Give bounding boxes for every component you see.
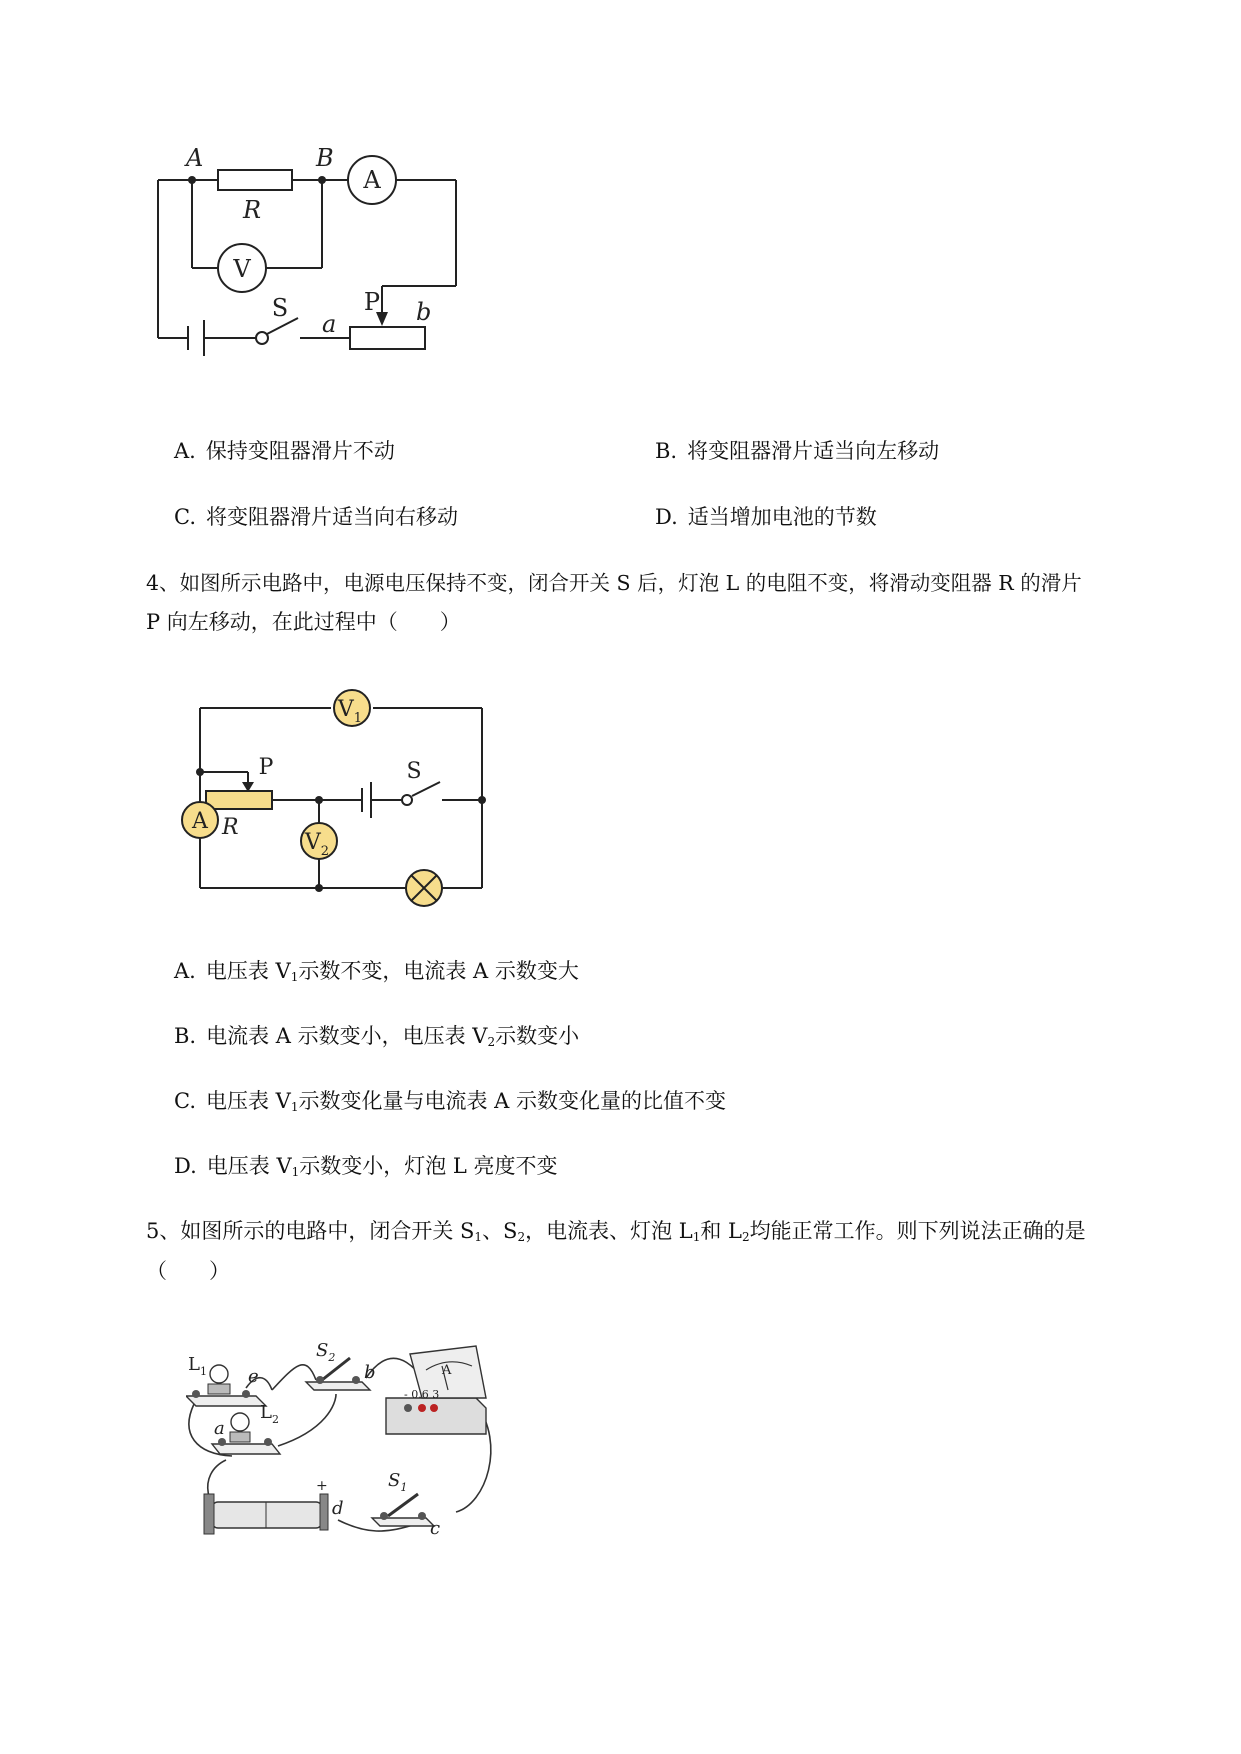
q4-option-a [174, 956, 579, 992]
point-e-label: e [248, 1366, 259, 1387]
point-c-label: c [430, 1518, 441, 1539]
q4-option-d [174, 1151, 558, 1187]
option-subscript: 1 [290, 970, 299, 984]
q5-stem-line1 [146, 1216, 1086, 1252]
slider-label: P [363, 288, 381, 316]
option-subscript: 2 [487, 1035, 496, 1049]
q5-stem-line2: （ ） [146, 1259, 230, 1283]
stem-subscript: 2 [741, 1230, 750, 1244]
option-key: C. [174, 1089, 196, 1113]
option-key: D. [174, 1154, 197, 1178]
voltmeter-label: V [233, 255, 251, 283]
stem-subscript: 1 [692, 1230, 701, 1244]
option-text: 示数变小，灯泡 L 亮度不变 [299, 1154, 558, 1178]
option-key: D. [655, 505, 678, 529]
q3-option-c [174, 502, 458, 532]
stem-text: 均能正常工作。则下列说法正确的是 [749, 1219, 1086, 1243]
l1-label: $L_1$ [188, 1354, 207, 1378]
stem-text: ，电流表、灯泡 L [525, 1219, 693, 1243]
stem-subscript: 2 [517, 1230, 526, 1244]
option-subscript: 1 [291, 1165, 300, 1179]
q3-option-b [655, 436, 939, 466]
option-text: 电压表 V [206, 1089, 291, 1113]
ammeter-label: A [192, 809, 208, 834]
terminal-a-label: a [322, 310, 337, 338]
point-d-label: d [332, 1498, 344, 1519]
option-text: 电流表 A 示数变小，电压表 V [206, 1024, 488, 1048]
stem-text: 和 L [700, 1219, 742, 1243]
v2-meter-label: $V_2$ [304, 830, 330, 859]
option-key: B. [174, 1024, 197, 1048]
slider-p-label: P [258, 755, 274, 780]
ammeter-face-label: A [442, 1363, 452, 1378]
ammeter-label: A [363, 166, 381, 194]
node-a-label: A [186, 144, 204, 172]
option-key: A. [174, 959, 196, 983]
option-text: 保持变阻器滑片不动 [205, 439, 395, 463]
option-text: 将变阻器滑片适当向右移动 [206, 505, 458, 529]
stem-subscript: 1 [474, 1230, 483, 1244]
point-b-label: b [364, 1362, 376, 1383]
option-text: 适当增加电池的节数 [687, 505, 877, 529]
option-text: 示数变化量与电流表 A 示数变化量的比值不变 [298, 1089, 726, 1113]
switch-label: S [271, 294, 289, 322]
q4-option-c [174, 1086, 726, 1122]
resistor-label: R [243, 196, 262, 224]
switch-s-label: S [406, 759, 422, 784]
option-subscript: 1 [290, 1100, 299, 1114]
s1-label: $S_1$ [388, 1470, 408, 1494]
node-b-label: B [316, 144, 334, 172]
option-text: 电压表 V [206, 1154, 292, 1178]
point-a-label: a [214, 1418, 225, 1439]
q4-stem-line1: 4、如图所示电路中，电源电压保持不变，闭合开关 S 后，灯泡 L 的电阻不变，将滑动变阻器 R 的滑片 [146, 571, 1082, 595]
ammeter-scale-label: - 0.6 3 [404, 1388, 440, 1401]
terminal-b-label: b [416, 298, 432, 326]
rheostat-r-label: R [222, 815, 239, 840]
q3-option-d [655, 502, 877, 532]
option-key: A. [174, 439, 196, 463]
l2-label: $L_2$ [260, 1402, 279, 1426]
physical-circuit-figure-q5 [186, 1334, 536, 1564]
option-text: 示数变小 [495, 1024, 580, 1048]
q4-option-b [174, 1021, 579, 1057]
stem-text: 、S [482, 1219, 518, 1243]
v1-meter-label: $V_1$ [337, 697, 363, 726]
option-key: C. [174, 505, 196, 529]
circuit-figure-q4 [176, 682, 506, 922]
q4-stem-line2: P 向左移动，在此过程中（ ） [146, 610, 461, 634]
circuit-figure-q3 [150, 140, 520, 400]
option-key: B. [655, 439, 678, 463]
stem-text: 5、如图所示的电路中，闭合开关 S [146, 1219, 475, 1243]
battery-plus-label: + [316, 1478, 328, 1494]
option-text: 将变阻器滑片适当向左移动 [687, 439, 940, 463]
q3-option-a [174, 436, 395, 466]
option-text: 示数不变，电流表 A 示数变大 [298, 959, 579, 983]
option-text: 电压表 V [205, 959, 291, 983]
s2-label: $S_2$ [316, 1340, 336, 1364]
